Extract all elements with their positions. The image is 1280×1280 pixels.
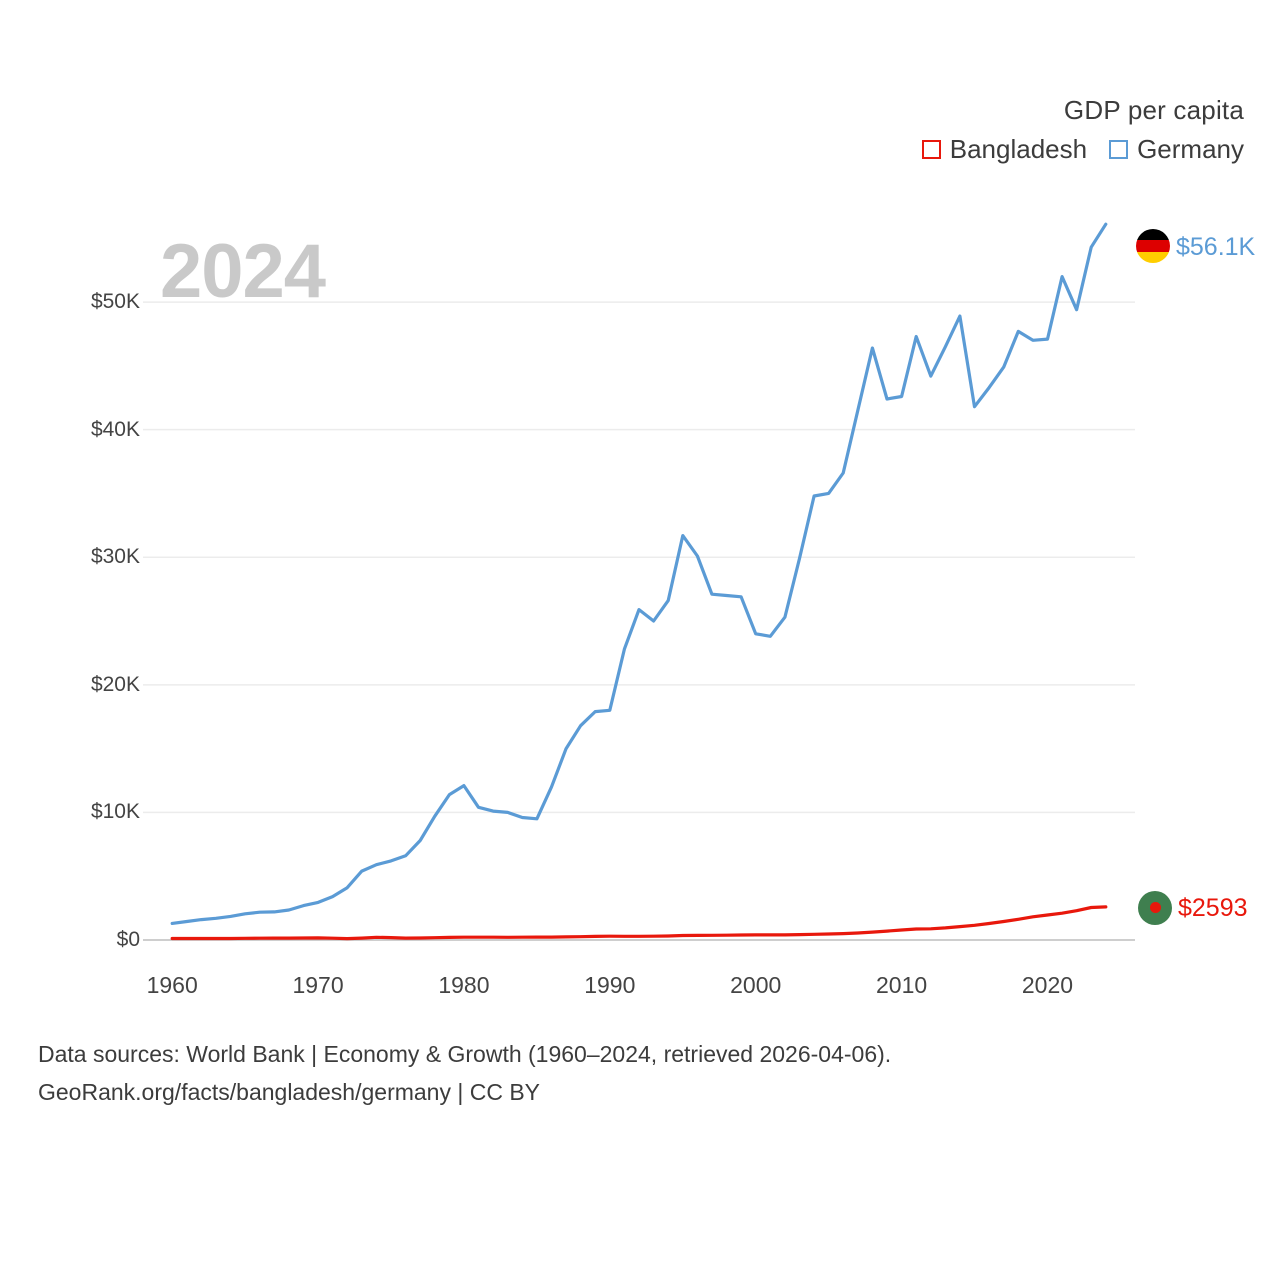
y-axis-tick-label: $30K — [90, 545, 140, 569]
year-label: 2024 — [160, 229, 326, 314]
footer-attribution: GeoRank.org/facts/bangladesh/germany | CC BY — [38, 1078, 541, 1105]
legend-item-germany[interactable] — [1109, 134, 1244, 165]
x-axis-tick-label: 1990 — [584, 972, 636, 998]
germany-end-value-label: $56.1K — [1176, 233, 1256, 261]
y-axis-tick-label: $0 — [116, 928, 140, 951]
chart-footer — [38, 1036, 891, 1112]
x-axis-tick-label: 2000 — [730, 972, 782, 998]
germany-flag-icon — [1136, 229, 1170, 263]
x-axis-tick-label: 1970 — [292, 972, 344, 998]
chart-legend — [922, 95, 1244, 165]
legend-label-germany: Germany — [1137, 134, 1244, 164]
y-axis-tick-label: $40K — [90, 417, 140, 441]
legend-title: GDP per capita — [1063, 95, 1244, 125]
x-axis-tick-label: 1980 — [438, 972, 490, 998]
legend-swatch-germany — [1109, 140, 1128, 159]
x-axis-tick-label: 2010 — [875, 972, 928, 998]
legend-items — [922, 134, 1244, 165]
bangladesh-flag-icon — [1138, 891, 1172, 925]
legend-label-bangladesh: Bangladesh — [949, 134, 1088, 164]
series-line-germany — [172, 224, 1106, 923]
bangladesh-end-value-label: $2593 — [1178, 894, 1248, 922]
x-axis-tick-label: 1960 — [146, 972, 198, 998]
y-axis-tick-label: $50K — [90, 290, 140, 314]
legend-item-bangladesh[interactable] — [922, 134, 1087, 165]
x-axis-tick-label: 2020 — [1021, 972, 1074, 998]
legend-swatch-bangladesh — [922, 140, 941, 159]
series-line-bangladesh — [172, 907, 1106, 939]
y-axis-tick-label: $20K — [90, 672, 140, 696]
y-axis-tick-label: $10K — [90, 800, 140, 824]
footer-data-sources: Data sources: World Bank | Economy & Growth (1960–2024, retrieved 2026-04-06). — [38, 1041, 892, 1067]
